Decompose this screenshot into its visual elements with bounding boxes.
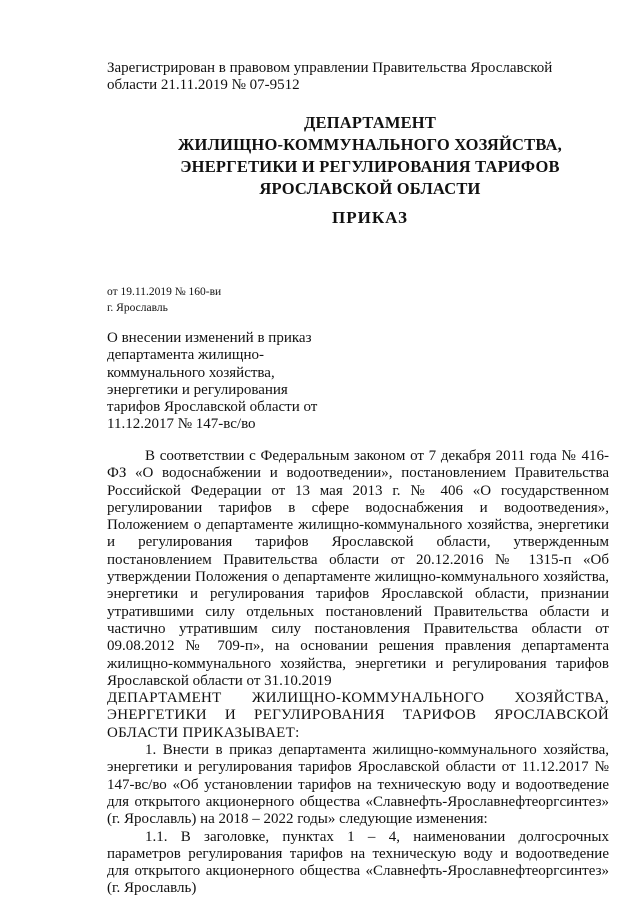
document-body xyxy=(107,448,609,898)
document-meta xyxy=(107,284,221,316)
document-type: ПРИКАЗ xyxy=(332,208,408,227)
orders-paragraph: ДЕПАРТАМЕНТ ЖИЛИЩНО-КОММУНАЛЬНОГО ХОЗЯЙСТВА, ЭНЕРГЕТИКИ И РЕГУЛИРОВАНИЯ ТАРИФОВ ЯРОСЛАВСКОЙ ОБЛАСТИ ПРИКАЗЫВАЕТ: xyxy=(107,690,609,741)
document-subject: О внесении изменений в приказ департамента жилищно-коммунального хозяйства, энергетики и регулирования тарифов Ярославской области от 11.12.2017 № 147-вс/во xyxy=(107,330,318,433)
city: г. Ярославль xyxy=(107,302,168,314)
registration-note: Зарегистрирован в правовом управлении Правительства Ярославской области 21.11.2019 № 07-9512 xyxy=(107,60,553,93)
department-header xyxy=(100,112,640,200)
header-line: ЯРОСЛАВСКОЙ ОБЛАСТИ xyxy=(259,179,481,198)
item-paragraph: 1.1. В заголовке, пунктах 1 – 4, наименовании долгосрочных параметров регулирования тарифов на техническую воду и водоотведение для открытого акционерного общества «Славнефть-Ярославнефтеоргсинтез» (г. Ярославль) xyxy=(107,828,609,897)
item-paragraph: 1. Внести в приказ департамента жилищно-коммунального хозяйства, энергетики и регулирования тарифов Ярославской области от 11.12.2017 № 147-вс/во «Об установлении тарифов на техническую воду и водоотведение для открытого акционерного общества «Славнефть-Ярославнефтеоргсинтез» (г. Ярославль) на 2018 – 2022 годы» следующие изменения: xyxy=(107,742,609,828)
preamble-paragraph: В соответствии с Федеральным законом от 7 декабря 2011 года № 416-ФЗ «О водоснабжении и водоотведении», постановлением Правительства Российской Федерации от 13 мая 2013 г. № 406 «О государственном регулировании тарифов в сфере водоснабжения и водоотведения», Положением о департаменте жилищно-коммунального хозяйства, энергетики и регулирования тарифов Ярославской области, утвержденным постановлением Правительства области от 20.12.2016 № 1315-п «Об утверждении Положения о департаменте жилищно-коммунального хозяйства, энергетики и регулирования тарифов Ярославской области, признании утратившими силу отдельных постановлений Правительства области и частично утратившим силу постановления Правительства области от 09.08.2012 № 709-п», на основании решения правления департамента жилищно-коммунального хозяйства, энергетики и регулирования тарифов Ярославской области от 31.10.2019 xyxy=(107,448,609,689)
header-line: ДЕПАРТАМЕНТ xyxy=(303,113,437,132)
header-line: ЭНЕРГЕТИКИ И РЕГУЛИРОВАНИЯ ТАРИФОВ xyxy=(180,157,560,176)
header-line: ЖИЛИЩНО-КОММУНАЛЬНОГО ХОЗЯЙСТВА, xyxy=(178,135,562,154)
date-number: от 19.11.2019 № 160-ви xyxy=(107,286,222,298)
